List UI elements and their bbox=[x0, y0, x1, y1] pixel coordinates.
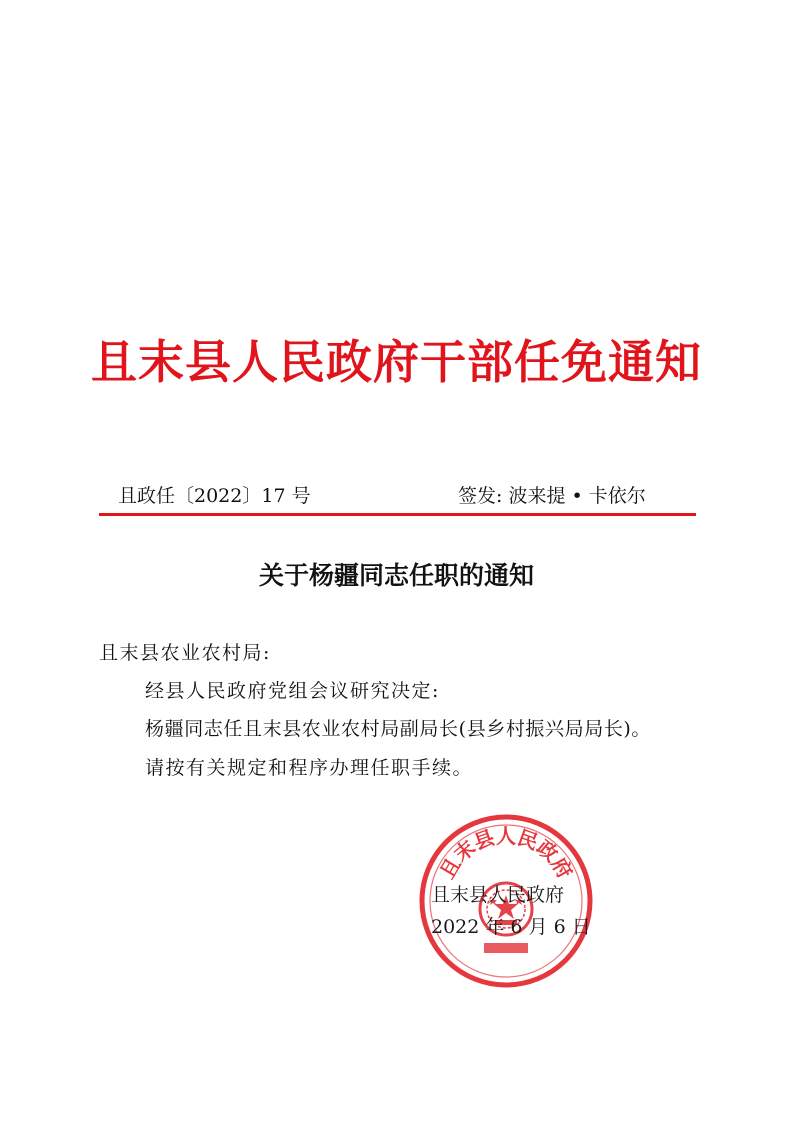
signer-label: 签发: bbox=[458, 485, 503, 507]
issuer-name: 且末县人民政府 bbox=[431, 884, 565, 906]
document-header-title: 且末县人民政府干部任免通知 bbox=[91, 335, 702, 389]
notice-paragraph-3: 请按有关规定和程序办理任职手续。 bbox=[145, 757, 474, 779]
notice-paragraph-2: 杨疆同志任且末县农业农村局副局长(县乡村振兴局局长)。 bbox=[145, 718, 652, 740]
signer-name: 波来提 • 卡依尔 bbox=[508, 485, 646, 507]
signer-line bbox=[458, 481, 646, 508]
notice-addressee: 且末县农业农村局: bbox=[99, 642, 271, 664]
issue-date: 2022 年 6 月 6 日 bbox=[431, 916, 591, 938]
notice-title: 关于杨疆同志任职的通知 bbox=[258, 561, 534, 590]
seal-arc-text: 且末县人民政府 bbox=[434, 824, 578, 883]
seal-ribbon bbox=[484, 943, 528, 953]
document-number: 且政任〔2022〕17 号 bbox=[118, 485, 311, 507]
notice-paragraph-1: 经县人民政府党组会议研究决定: bbox=[145, 680, 440, 702]
red-divider-rule bbox=[99, 513, 696, 516]
